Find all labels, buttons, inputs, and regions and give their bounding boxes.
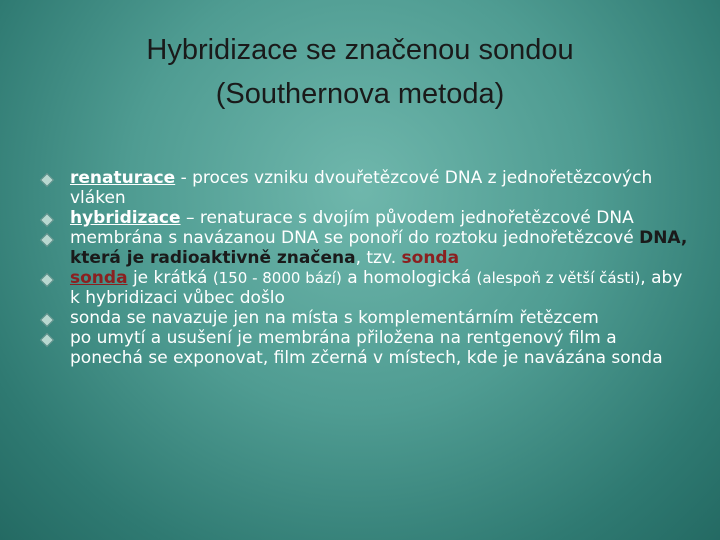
bullet-small-text: (150 - 8000 bází)	[212, 269, 342, 287]
term-hybridizace: hybridizace	[70, 208, 181, 228]
term-renaturace: renaturace	[70, 168, 176, 188]
diamond-bullet-icon	[40, 313, 54, 327]
bullet-text: po umytí a usušení je membrána přiložena na rentgenový film a ponechá se exponovat, film zčerná v místech, kde je navázána sonda	[70, 328, 663, 368]
term-sonda: sonda	[401, 248, 460, 268]
diamond-bullet-icon	[40, 173, 54, 187]
bullet-list	[40, 168, 690, 368]
diamond-bullet-icon	[40, 233, 54, 247]
diamond-bullet-icon	[40, 273, 54, 287]
bullet-text: , aby k hybridizaci vůbec došlo	[70, 268, 683, 308]
bullet-text: membrána s navázanou DNA se ponoří do roztoku jednořetězcové	[70, 228, 640, 248]
bullet-text: - proces vzniku dvouřetězcové DNA z jednořetězcových vláken	[70, 168, 653, 208]
bullet-item-renaturace	[40, 168, 690, 208]
bullet-item-hybridizace	[40, 208, 690, 228]
bullet-text: , tzv.	[355, 248, 402, 268]
bullet-item-rentgen	[40, 328, 690, 368]
bullet-item-komplementarni	[40, 308, 690, 328]
bullet-text: sonda se navazuje jen na místa s komplementárním řetězcem	[70, 308, 599, 328]
bullet-text: – renaturace s dvojím původem jednořetězcové DNA	[180, 208, 634, 228]
bullet-item-sonda-kratka	[40, 268, 690, 308]
diamond-bullet-icon	[40, 213, 54, 227]
bullet-text: a homologická	[341, 268, 477, 288]
highlight-radioactive-dna: DNA, která je radioaktivně značena	[70, 228, 688, 268]
diamond-bullet-icon	[40, 333, 54, 347]
term-sonda: sonda	[70, 268, 128, 288]
slide-title-line-1: Hybridizace se značenou sondou	[146, 34, 574, 66]
bullet-text: je krátká	[127, 268, 213, 288]
bullet-item-membrana	[40, 228, 690, 268]
slide-title-line-2: (Southernova metoda)	[215, 78, 505, 110]
slide-title	[40, 28, 680, 116]
bullet-small-text: (alespoň z větší části)	[476, 269, 641, 287]
